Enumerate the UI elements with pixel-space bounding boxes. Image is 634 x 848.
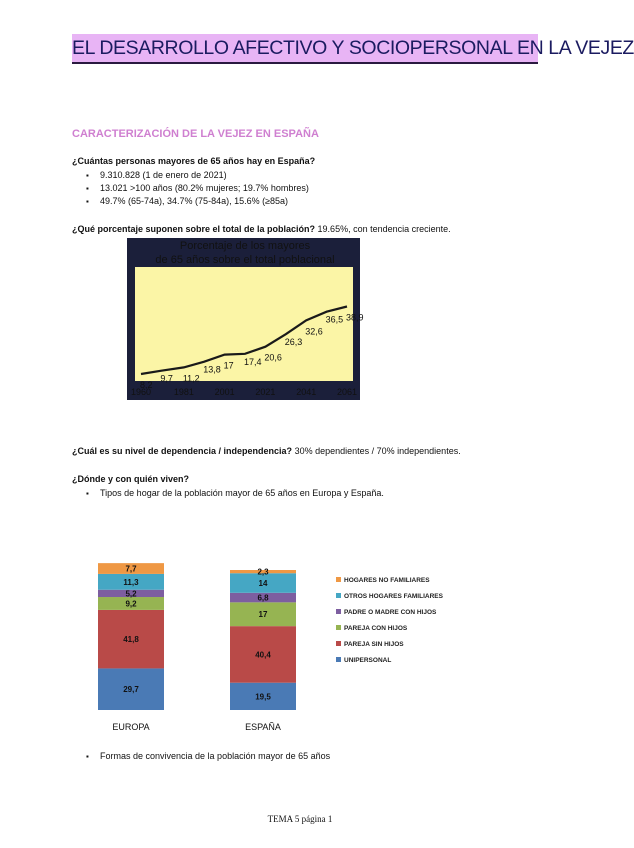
list-item: ▪ Tipos de hogar de la población mayor de 65 años en Europa y España. xyxy=(86,487,384,500)
data-label: 9,2 xyxy=(125,599,137,609)
legend-swatch xyxy=(336,625,341,630)
data-label: 40,4 xyxy=(255,650,271,660)
question-1: ¿Cuántas personas mayores de 65 años hay en España? xyxy=(72,156,316,166)
legend-swatch xyxy=(336,641,341,646)
data-label: 6,8 xyxy=(257,593,269,603)
page-footer: TEMA 5 página 1 xyxy=(267,814,333,824)
category-label: ESPAÑA xyxy=(245,722,281,732)
legend-entry: PAREJA SIN HIJOS xyxy=(344,641,404,648)
data-label: 20,6 xyxy=(264,352,282,363)
section-subtitle: CARACTERIZACIÓN DE LA VEJEZ EN ESPAÑA xyxy=(72,128,319,140)
legend-swatch xyxy=(336,577,341,582)
x-tick-label: 1981 xyxy=(173,387,194,397)
x-tick-label: 2021 xyxy=(255,387,276,397)
legend-entry: HOGARES NO FAMILIARES xyxy=(344,577,430,584)
document-title: EL DESARROLLO AFECTIVO Y SOCIOPERSONAL EN LA VEJEZ xyxy=(72,34,538,64)
chart-title-line-1: Porcentaje de los mayores xyxy=(179,240,311,252)
legend-swatch xyxy=(336,609,341,614)
list-item: ▪ 13.021 >100 años (80.2% mujeres; 19.7% hombres) xyxy=(86,182,309,195)
data-label: 41,8 xyxy=(123,635,139,645)
list-item: ▪ 9.310.828 (1 de enero de 2021) xyxy=(86,169,309,182)
data-label: 11,3 xyxy=(123,577,139,587)
data-label: 7,7 xyxy=(125,564,137,574)
data-label: 9,7 xyxy=(160,373,173,384)
list-item: ▪ 49.7% (65-74a), 34.7% (75-84a), 15.6% (≥85a) xyxy=(86,195,309,208)
legend-entry: UNIPERSONAL xyxy=(344,657,392,664)
x-tick-label: 2061 xyxy=(336,387,358,397)
data-label: 14 xyxy=(258,579,268,589)
category-label: EUROPA xyxy=(112,722,150,732)
data-label: 11,2 xyxy=(182,373,200,384)
legend-swatch xyxy=(336,657,341,662)
population-line-chart xyxy=(127,238,364,400)
data-label: 8,2 xyxy=(140,380,153,390)
question-2: ¿Qué porcentaje suponen sobre el total de la población? 19.65%, con tendencia creciente. xyxy=(72,224,451,234)
data-label: 29,7 xyxy=(123,685,139,695)
x-tick-label: 1960 xyxy=(130,387,152,397)
list-item: ▪ Formas de convivencia de la población mayor de 65 años xyxy=(86,750,330,763)
data-label: 17 xyxy=(223,360,234,371)
data-label: 2,3 xyxy=(257,567,269,577)
legend-entry: OTROS HOGARES FAMILIARES xyxy=(344,593,443,600)
question-4: ¿Dónde y con quién viven? xyxy=(72,474,190,484)
household-stacked-bar-chart xyxy=(90,510,490,740)
data-label: 26,3 xyxy=(284,337,303,348)
chart-title-line-2: de 65 años sobre el total poblacional xyxy=(155,254,335,266)
data-label: 17 xyxy=(258,610,268,620)
data-label: 36,5 xyxy=(325,314,344,325)
data-label: 5,2 xyxy=(125,589,137,599)
question-4-bullets-2 xyxy=(86,750,330,763)
data-label: 19,5 xyxy=(255,692,271,702)
x-tick-label: 2041 xyxy=(296,387,317,397)
question-4-bullets xyxy=(86,487,384,500)
legend-swatch xyxy=(336,593,341,598)
question-1-bullets xyxy=(86,169,309,208)
data-label: 17,4 xyxy=(244,356,262,367)
data-label: 38,9 xyxy=(346,312,364,323)
legend-entry: PADRE O MADRE CON HIJOS xyxy=(344,609,437,616)
data-label: 32,6 xyxy=(305,326,323,337)
question-3: ¿Cuál es su nivel de dependencia / independencia? 30% dependientes / 70% independientes. xyxy=(72,446,461,456)
legend-entry: PAREJA CON HIJOS xyxy=(344,625,408,632)
x-tick-label: 2001 xyxy=(214,387,235,397)
data-label: 13,8 xyxy=(203,364,221,375)
